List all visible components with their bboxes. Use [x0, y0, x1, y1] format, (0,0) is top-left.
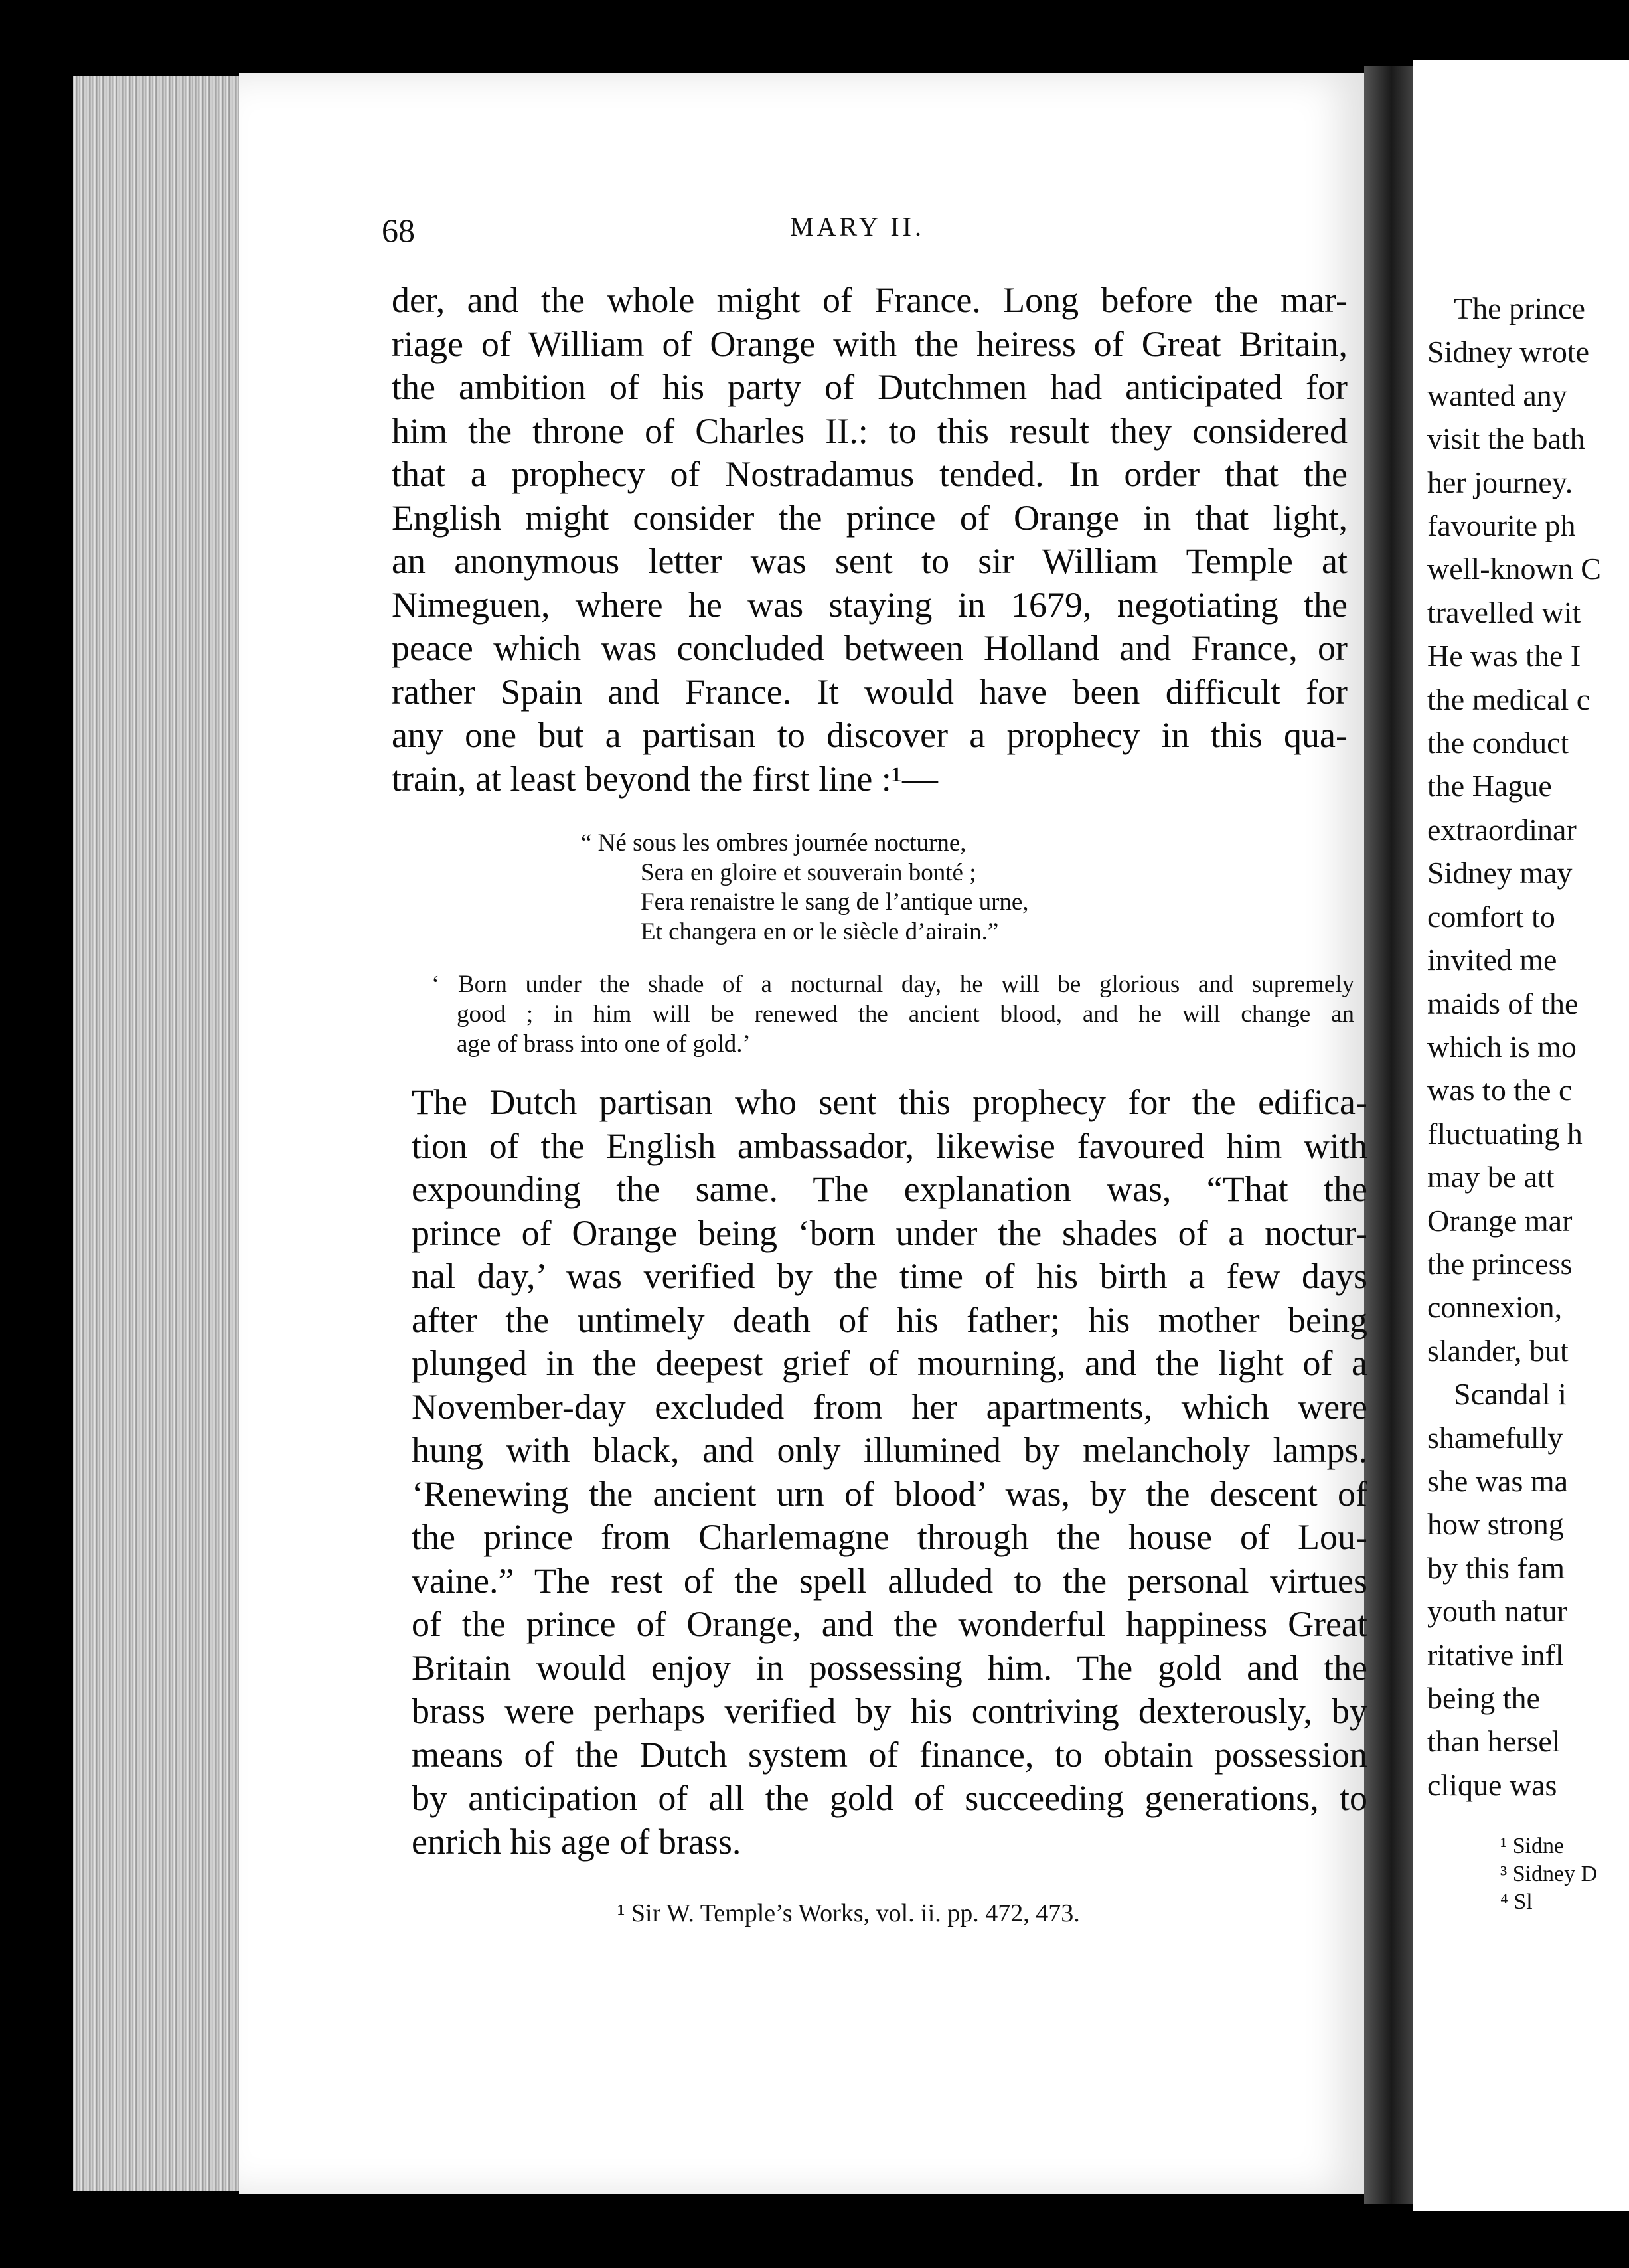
right-page-line: fluctuating h [1427, 1116, 1583, 1151]
paragraph-line: brass were perhaps verified by his contriving dexterously, by [412, 1691, 1367, 1731]
right-page-line: visit the bath [1427, 422, 1585, 456]
paragraph-line: enrich his age of brass. [412, 1821, 741, 1862]
translation-line: age of brass into one of gold.’ [457, 1030, 751, 1058]
paragraph-line: der, and the whole might of France. Long before the mar- [392, 280, 1348, 320]
paragraph-line: prince of Orange being ‘born under the shades of a noctur- [412, 1212, 1367, 1253]
verse-quotation [581, 829, 1178, 947]
page-edges [73, 76, 239, 2191]
paragraph-line: that a prophecy of Nostradamus tended. In order that the [392, 454, 1348, 494]
right-page-footnotes [1500, 1832, 1629, 1916]
paragraph-line: of the prince of Orange, and the wonderful happiness Great [412, 1604, 1367, 1644]
right-page-line: being the [1427, 1681, 1540, 1715]
right-page-line: the medical c [1427, 682, 1590, 716]
right-page-line: The prince [1454, 291, 1585, 325]
paragraph-line: The Dutch partisan who sent this prophecy for the edifica- [412, 1082, 1367, 1122]
paragraph-line: the ambition of his party of Dutchmen had anticipated for [392, 367, 1348, 407]
right-page-line: how strong [1427, 1507, 1564, 1542]
paragraph-1 [392, 279, 1348, 801]
paragraph-line: expounding the same. The explanation was, “That the [412, 1169, 1367, 1209]
right-page-line: ritative infl [1427, 1637, 1564, 1672]
right-page-line: youth natur [1427, 1594, 1567, 1629]
paragraph-line: riage of William of Orange with the heiress of Great Britain, [392, 323, 1348, 364]
paragraph-line: him the throne of Charles II.: to this result they considered [392, 410, 1348, 451]
verse-line: Et changera en or le siècle d’airain.” [641, 918, 999, 945]
paragraph-line: English might consider the prince of Orange in that light, [392, 497, 1348, 538]
right-page-footnote-line: ⁴ Sl [1500, 1890, 1533, 1914]
paragraph-line: the prince from Charlemagne through the house of Lou- [412, 1517, 1367, 1557]
right-page-footnote-line: ¹ Sidne [1500, 1834, 1565, 1858]
paragraph-line: vaine.” The rest of the spell alluded to the personal virtues [412, 1560, 1367, 1601]
paragraph-line: hung with black, and only illumined by melancholy lamps. [412, 1430, 1367, 1470]
right-page-line: Sidney wrote [1427, 335, 1590, 369]
right-page-line: her journey. [1427, 465, 1573, 499]
verse-line: Fera renaistre le sang de l’antique urne, [641, 888, 1029, 916]
translation-line: ‘ Born under the shade of a nocturnal day, he will be glorious and supremely [431, 971, 1354, 998]
paragraph-line: an anonymous letter was sent to sir William Temple at [392, 541, 1348, 581]
right-page-line: Scandal i [1454, 1377, 1567, 1412]
right-page-line: clique was [1427, 1767, 1557, 1802]
verse-line: “ Né sous les ombres journée nocturne, [581, 829, 967, 856]
right-page-line: slander, but [1427, 1333, 1569, 1368]
right-page-line: than hersel [1427, 1724, 1561, 1759]
paragraph-line: November-day excluded from her apartments, which were [412, 1386, 1367, 1427]
paragraph-line: by anticipation of all the gold of succeeding generations, to [412, 1778, 1367, 1818]
paragraph-line: after the untimely death of his father; his mother being [412, 1299, 1367, 1340]
paragraph-line: Britain would enjoy in possessing him. The gold and the [412, 1647, 1367, 1688]
right-page-line: may be att [1427, 1160, 1555, 1194]
right-page-footnote-line: ³ Sidney D [1500, 1862, 1598, 1886]
paragraph-line: tion of the English ambassador, likewise favoured him with [412, 1125, 1367, 1166]
right-page-line: maids of the [1427, 986, 1579, 1020]
right-page-line: well-known C [1427, 552, 1601, 586]
footnote: ¹ Sir W. Temple’s Works, vol. ii. pp. 472, 473. [617, 1900, 1080, 1927]
right-page-text [1427, 287, 1629, 1807]
right-page-line: favourite ph [1427, 509, 1576, 543]
right-page-line: Orange mar [1427, 1203, 1573, 1238]
paragraph-line: ‘Renewing the ancient urn of blood’ was, by the descent of [412, 1473, 1367, 1514]
right-page-line: the princess [1427, 1246, 1573, 1281]
right-page-line: extraordinar [1427, 812, 1577, 847]
book-gutter [1364, 66, 1414, 2204]
page-number: 68 [382, 212, 415, 249]
paragraph-line: any one but a partisan to discover a prophecy in this qua- [392, 715, 1348, 755]
translation-line: good ; in him will be renewed the ancient blood, and he will change an [457, 1001, 1354, 1028]
right-page-line: He was the I [1427, 639, 1581, 673]
paragraph-line: train, at least beyond the first line :¹— [392, 758, 938, 799]
right-page-line: by this fam [1427, 1550, 1565, 1585]
verse-translation [431, 969, 1354, 1059]
right-page-line: was to the c [1427, 1073, 1573, 1107]
right-page-line: connexion, [1427, 1290, 1563, 1325]
paragraph-line: Nimeguen, where he was staying in 1679, negotiating the [392, 584, 1348, 625]
right-page-line: travelled wit [1427, 595, 1581, 629]
paragraph-line: means of the Dutch system of finance, to obtain possession [412, 1734, 1367, 1775]
paragraph-line: peace which was concluded between Holland and France, or [392, 628, 1348, 668]
paragraph-line: nal day,’ was verified by the time of his birth a few days [412, 1256, 1367, 1296]
paragraph-2 [412, 1081, 1367, 1864]
right-page-line: comfort to [1427, 899, 1555, 933]
verse-line: Sera en gloire et souverain bonté ; [641, 858, 976, 886]
right-page-line: the conduct [1427, 726, 1569, 760]
right-page-line: the Hague [1427, 769, 1552, 803]
right-page-line: wanted any [1427, 378, 1567, 412]
right-page-line: which is mo [1427, 1029, 1577, 1064]
right-page-line: Sidney may [1427, 856, 1573, 890]
paragraph-line: rather Spain and France. It would have been difficult for [392, 671, 1348, 712]
paragraph-line: plunged in the deepest grief of mourning, and the light of a [412, 1343, 1367, 1383]
right-page-line: invited me [1427, 943, 1557, 977]
right-page-line: shamefully [1427, 1420, 1563, 1455]
running-head: MARY II. [790, 212, 925, 242]
right-page-line: she was ma [1427, 1463, 1569, 1498]
